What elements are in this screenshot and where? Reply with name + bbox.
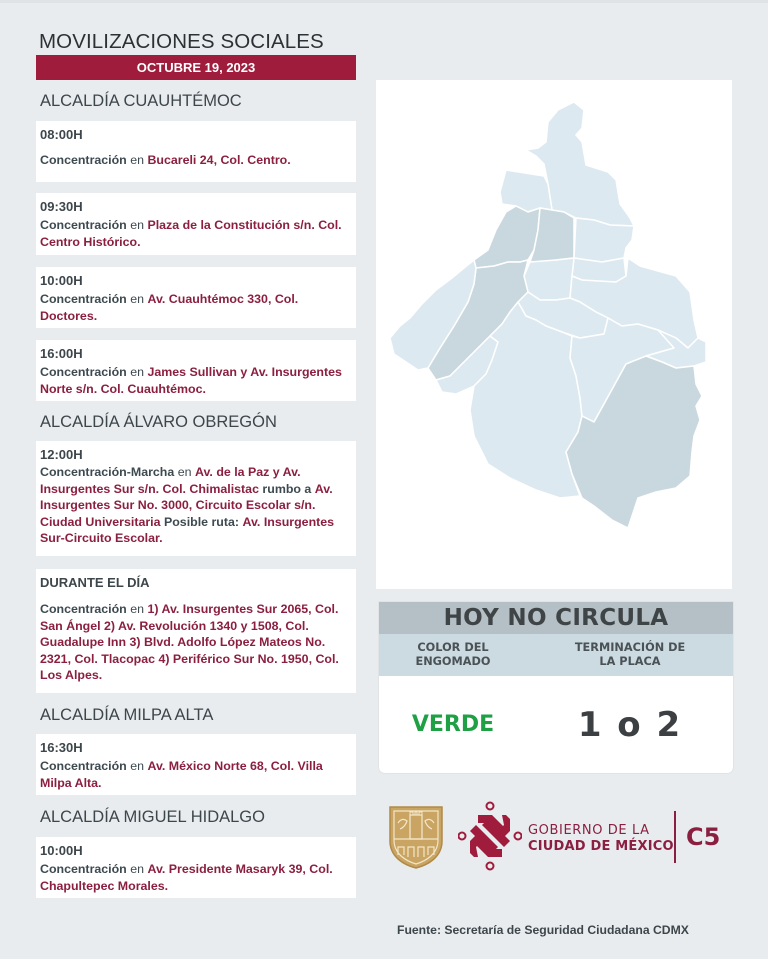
hoy-no-circula-panel	[379, 602, 733, 773]
event-type: Concentración	[40, 602, 127, 616]
event-time: 16:00H	[40, 346, 83, 361]
event-description	[40, 217, 352, 250]
date-banner: OCTUBRE 19, 2023	[36, 55, 356, 80]
source-credit: Fuente: Secretaría de Seguridad Ciudadana CDMX	[397, 923, 689, 937]
page-title: MOVILIZACIONES SOCIALES	[39, 30, 324, 53]
event-time: 10:00H	[40, 273, 83, 288]
event-card	[36, 193, 356, 255]
section-title-miguel-hidalgo: ALCALDÍA MIGUEL HIDALGO	[40, 808, 265, 826]
cdmx-government-emblem-icon	[458, 801, 522, 871]
cdmx-coat-of-arms-icon	[388, 805, 444, 869]
section-title-milpa-alta: ALCALDÍA MILPA ALTA	[40, 706, 214, 724]
event-description	[40, 152, 352, 169]
event-description	[40, 464, 352, 547]
event-destination: Av. Insurgentes Sur No. 3000, Circuito Escolar s/n. Ciudad Universitaria	[40, 481, 333, 529]
event-connector: en	[130, 218, 144, 232]
event-card	[36, 441, 356, 556]
hoy-no-circula-column-headers	[379, 634, 733, 676]
event-type: Concentración	[40, 292, 127, 306]
event-location: 1) Av. Insurgentes Sur 2065, Col. San Ángel 2) Av. Revolución 1340 y 1508, Col. Guadalupe Inn 3) Blvd. Adolfo López Mateos No. 2321, Col. Tlacopac 4) Periférico Sur No. 1950, Col. Los Alpes.	[40, 602, 339, 683]
footer-logos	[388, 803, 728, 873]
event-location: Av. Cuauhtémoc 330, Col. Doctores.	[40, 292, 299, 323]
section-title-cuauhtemoc: ALCALDÍA CUAUHTÉMOC	[40, 92, 242, 110]
event-time: 12:00H	[40, 447, 83, 462]
event-card	[36, 837, 356, 898]
event-location: James Sullivan y Av. Insurgentes Norte s/n. Col. Cuauhtémoc.	[40, 365, 342, 396]
event-location: Av. México Norte 68, Col. Villa Milpa Alta.	[40, 759, 323, 790]
top-frame-edge	[0, 0, 768, 3]
event-type: Concentración	[40, 153, 127, 167]
event-card	[36, 340, 356, 401]
event-description	[40, 758, 352, 791]
event-description	[40, 861, 352, 894]
event-connector: en	[130, 759, 144, 773]
hoy-no-circula-title: HOY NO CIRCULA	[379, 602, 733, 634]
plate-digits-value: 1 o 2	[577, 704, 683, 745]
event-time: 08:00H	[40, 127, 83, 142]
gov-line-1: GOBIERNO DE LA	[528, 823, 650, 838]
event-route: Av. Insurgentes Sur-Circuito Escolar.	[40, 514, 335, 546]
event-location: Av. Presidente Masaryk 39, Col. Chapultepec Morales.	[40, 862, 333, 893]
event-connector: en	[130, 365, 144, 379]
section-title-alvaro-obregon: ALCALDÍA ÁLVARO OBREGÓN	[40, 413, 277, 431]
event-description	[40, 364, 352, 397]
event-type: Concentración-Marcha	[40, 465, 175, 479]
event-connector-2: rumbo a	[262, 481, 312, 496]
logo-divider	[674, 811, 676, 863]
event-location: Bucareli 24, Col. Centro.	[147, 153, 291, 167]
cdmx-alcaldias-map-icon	[376, 80, 732, 589]
engomado-color-value: VERDE	[411, 712, 495, 737]
event-connector: en	[130, 292, 144, 306]
event-card	[36, 267, 356, 328]
event-connector: en	[130, 602, 144, 616]
event-card	[36, 734, 356, 795]
c5-logo: C5	[686, 823, 721, 851]
event-location: Plaza de la Constitución s/n. Col. Centro Histórico.	[40, 218, 342, 249]
gov-line-2: CIUDAD DE MÉXICO	[528, 839, 674, 854]
event-location: Av. de la Paz y Av. Insurgentes Sur s/n. Col. Chimalistac	[40, 465, 301, 496]
color-engomado-label: COLOR DEL ENGOMADO	[415, 641, 491, 668]
event-type: Concentración	[40, 759, 127, 773]
gov-cdmx-wordmark	[528, 823, 674, 855]
event-description	[40, 291, 352, 324]
event-card	[36, 121, 356, 182]
event-type: Concentración	[40, 365, 127, 379]
event-type: Concentración	[40, 218, 127, 232]
event-time: 10:00H	[40, 843, 83, 858]
route-label: Posible ruta:	[163, 514, 240, 529]
event-card	[36, 569, 356, 693]
event-description	[40, 601, 352, 684]
event-time: 16:30H	[40, 740, 83, 755]
event-connector: en	[177, 465, 192, 479]
event-type: Concentración	[40, 862, 127, 876]
event-time: 09:30H	[40, 199, 83, 214]
event-connector: en	[130, 153, 144, 167]
hoy-no-circula-values	[379, 676, 733, 773]
map-card	[376, 80, 732, 589]
event-time: DURANTE EL DÍA	[40, 575, 150, 590]
event-connector: en	[130, 862, 144, 876]
terminacion-placa-label: TERMINACIÓN DE LA PLACA	[574, 641, 686, 668]
